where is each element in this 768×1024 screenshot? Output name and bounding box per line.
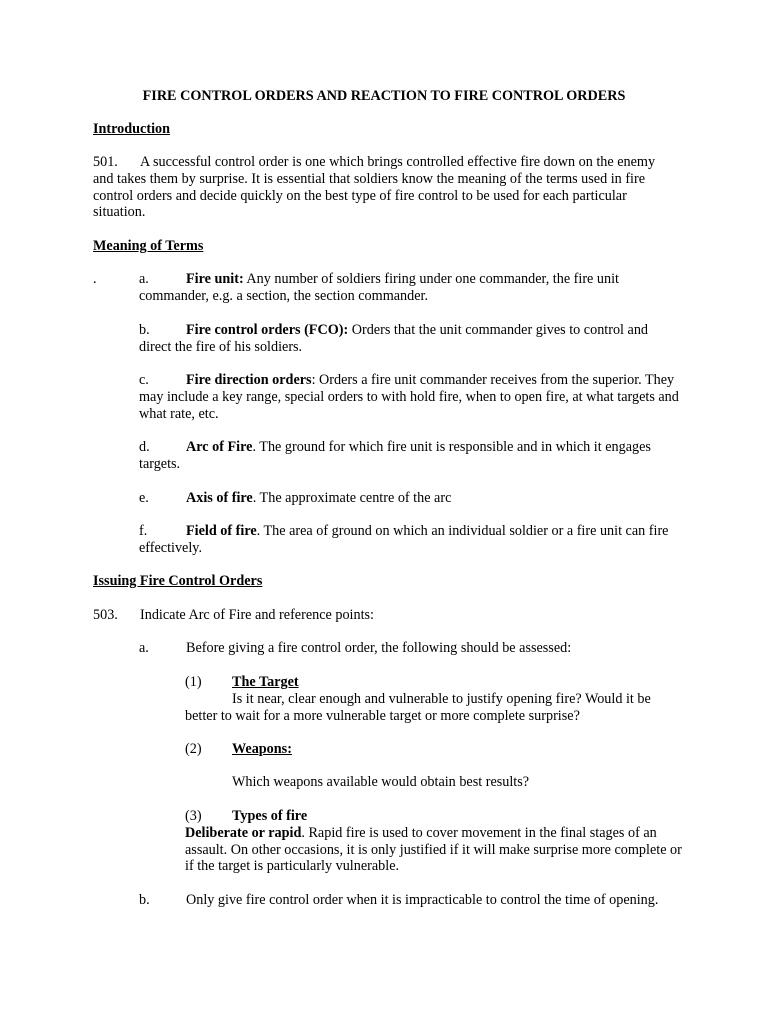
sub-item-label: (1) (185, 674, 202, 690)
term-name: Fire direction orders (186, 372, 312, 388)
paragraph-number: 503. (93, 607, 118, 623)
sub-item-heading: The Target (232, 674, 299, 690)
sub-item-text: . Rapid fire is used to cover movement in the final stages of an assault. On other occasions, it is only justified if it will make surprise more complete or if the target is particularly vulnerable. (185, 824, 682, 875)
sub-item-weapons-text: Which weapons available would obtain best results? (232, 774, 530, 790)
stray-mark: . (93, 271, 97, 287)
term-definition: Orders that the unit commander gives to control and direct the fire of his soldiers. (139, 322, 649, 355)
sub-item-target (185, 674, 685, 724)
term-name: Axis of fire (186, 490, 253, 506)
sub-item-heading: Weapons: (232, 741, 292, 757)
term-definition: . The area of ground on which an individual soldier or a fire unit can fire effectively. (139, 523, 669, 556)
issuing-item-a (139, 640, 679, 657)
paragraph-text: Indicate Arc of Fire and reference points: (140, 607, 374, 623)
term-item-d (139, 439, 679, 473)
meaning-of-terms-heading: Meaning of Terms (93, 238, 204, 254)
term-name: Fire control orders (FCO): (186, 322, 349, 338)
term-name: Fire unit: (186, 271, 244, 287)
sub-item-label: (2) (185, 741, 202, 757)
item-label: e. (139, 490, 149, 506)
term-item-b (139, 322, 679, 356)
item-text: Only give fire control order when it is impracticable to control the time of opening. (186, 892, 659, 908)
term-item-e (139, 490, 679, 507)
item-label: c. (139, 372, 149, 388)
term-definition: Any number of soldiers firing under one commander, the fire unit commander, e.g. a section, the section commander. (139, 271, 619, 304)
sub-item-types-of-fire (185, 808, 685, 875)
paragraph-501 (93, 154, 673, 221)
sub-item-label: (3) (185, 808, 202, 824)
issuing-item-b (139, 892, 679, 909)
term-item-c (139, 372, 679, 422)
paragraph-number: 501. (93, 154, 118, 170)
introduction-heading: Introduction (93, 121, 170, 137)
issuing-heading: Issuing Fire Control Orders (93, 573, 263, 589)
document-title: FIRE CONTROL ORDERS AND REACTION TO FIRE CONTROL ORDERS (142, 88, 626, 104)
item-label: a. (139, 271, 149, 287)
term-item-a (139, 271, 679, 305)
term-definition: . The ground for which fire unit is responsible and in which it engages targets. (139, 439, 651, 472)
term-definition: : Orders a fire unit commander receives from the superior. They may include a key range, special orders to with hold fire, when to open fire, at what targets and what rate, etc. (139, 372, 679, 422)
sub-item-weapons (185, 741, 685, 758)
term-definition: . The approximate centre of the arc (252, 490, 452, 506)
item-label: f. (139, 523, 148, 539)
sub-item-text: Is it near, clear enough and vulnerable to justify opening fire? Would it be better to wait for a more vulnerable target or more complete surprise? (185, 690, 651, 724)
item-text: Before giving a fire control order, the following should be assessed: (186, 640, 572, 656)
term-item-f (139, 523, 679, 557)
term-name: Field of fire (186, 523, 257, 539)
sub-item-heading: Types of fire (232, 808, 308, 824)
paragraph-text: A successful control order is one which brings controlled effective fire down on the enemy and takes them by surprise. It is essential that soldiers know the meaning of the terms used in fire control orders and decide quickly on the best type of fire control to be used for each particular situation. (93, 154, 656, 221)
item-label: b. (139, 892, 150, 908)
term-name: Arc of Fire (186, 439, 253, 455)
fire-type-term: Deliberate or rapid (185, 824, 302, 841)
item-label: a. (139, 640, 149, 656)
item-label: b. (139, 322, 150, 338)
item-label: d. (139, 439, 150, 455)
paragraph-503 (93, 607, 673, 624)
